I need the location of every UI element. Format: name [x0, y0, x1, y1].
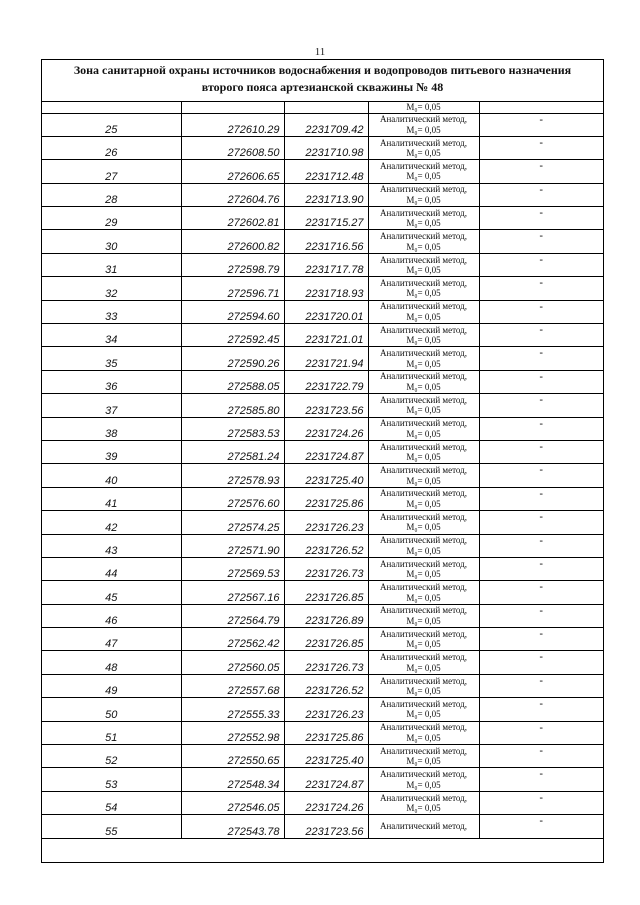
table-row	[42, 347, 603, 370]
cell-note: -	[479, 113, 603, 136]
method-accuracy: M₀= 0,05	[406, 428, 441, 439]
cell-note: -	[479, 651, 603, 674]
table-row	[42, 464, 603, 487]
method-accuracy: M₀= 0,05	[406, 241, 441, 252]
method-name: Аналитический метод,	[379, 792, 468, 803]
coordinates-table	[42, 102, 603, 839]
table-row	[42, 160, 603, 183]
method-accuracy: M₀= 0,05	[406, 265, 441, 276]
cell-x: 272543.78	[181, 815, 284, 838]
cell-method	[368, 791, 479, 814]
table-row	[42, 745, 603, 768]
table-row	[42, 102, 603, 113]
cell-number: 49	[42, 674, 181, 697]
method-accuracy: M₀= 0,05	[406, 732, 441, 743]
table-row	[42, 277, 603, 300]
cell-number: 35	[42, 347, 181, 370]
cell-y: 2231718.93	[284, 277, 368, 300]
cell-y: 2231726.23	[284, 698, 368, 721]
cell-y: 2231723.56	[284, 394, 368, 417]
cell-y: 2231726.52	[284, 534, 368, 557]
cell-method	[368, 136, 479, 159]
cell-y: 2231721.94	[284, 347, 368, 370]
method-name: Аналитический метод,	[379, 745, 468, 756]
cell-note: -	[479, 721, 603, 744]
cell-number: 54	[42, 791, 181, 814]
cell-x: 272555.33	[181, 698, 284, 721]
title-line-1: Зона санитарной охраны источников водоснабжения и водопроводов питьевого назначения	[73, 63, 572, 77]
cell-x: 272548.34	[181, 768, 284, 791]
cell-note: -	[479, 557, 603, 580]
cell-y: 2231720.01	[284, 300, 368, 323]
cell-note: -	[479, 791, 603, 814]
cell-y: 2231710.98	[284, 136, 368, 159]
table-row	[42, 300, 603, 323]
method-accuracy: M₀= 0,05	[406, 639, 441, 650]
method-accuracy: M₀= 0,05	[406, 288, 441, 299]
cell-method	[368, 230, 479, 253]
table-row	[42, 721, 603, 744]
method-accuracy: M₀= 0,05	[406, 779, 441, 790]
cell-method	[368, 300, 479, 323]
cell-number: 28	[42, 183, 181, 206]
cell-method	[368, 581, 479, 604]
cell-y: 2231725.40	[284, 745, 368, 768]
method-accuracy: M₀= 0,05	[406, 335, 441, 346]
table-row	[42, 136, 603, 159]
cell-x: 272608.50	[181, 136, 284, 159]
cell-y: 2231726.85	[284, 628, 368, 651]
table-row	[42, 487, 603, 510]
cell-x: 272562.42	[181, 628, 284, 651]
method-accuracy: M₀= 0,05	[406, 124, 441, 135]
cell-method	[368, 253, 479, 276]
cell-method	[368, 183, 479, 206]
method-accuracy: M₀= 0,05	[406, 662, 441, 673]
cell-note: -	[479, 230, 603, 253]
cell-x: 272574.25	[181, 511, 284, 534]
cell-number: 55	[42, 815, 181, 838]
method-name: Аналитический метод,	[379, 277, 468, 288]
method-accuracy: M₀= 0,05	[406, 171, 441, 182]
cell-x	[181, 102, 284, 113]
table-row	[42, 183, 603, 206]
cell-x: 272588.05	[181, 370, 284, 393]
cell-note: -	[479, 277, 603, 300]
table-row	[42, 815, 603, 838]
cell-method	[368, 347, 479, 370]
cell-note: -	[479, 160, 603, 183]
cell-method	[368, 698, 479, 721]
method-name: Аналитический метод,	[379, 371, 468, 382]
table-row	[42, 534, 603, 557]
cell-y: 2231726.73	[284, 557, 368, 580]
cell-x: 272602.81	[181, 207, 284, 230]
table-row	[42, 557, 603, 580]
cell-x: 272569.53	[181, 557, 284, 580]
method-accuracy: M₀= 0,05	[406, 522, 441, 533]
cell-note: -	[479, 511, 603, 534]
table-row	[42, 628, 603, 651]
cell-number: 39	[42, 440, 181, 463]
cell-note: -	[479, 534, 603, 557]
method-name: Аналитический метод,	[379, 698, 468, 709]
method-accuracy: M₀= 0,05	[406, 218, 441, 229]
method-name: Аналитический метод,	[379, 628, 468, 639]
table-row	[42, 651, 603, 674]
cell-number: 34	[42, 324, 181, 347]
table-row	[42, 581, 603, 604]
cell-x: 272600.82	[181, 230, 284, 253]
method-name: Аналитический метод,	[379, 675, 468, 686]
method-name: Аналитический метод,	[379, 769, 468, 780]
table-row	[42, 511, 603, 534]
cell-note: -	[479, 253, 603, 276]
title-line-2: второго пояса артезианской скважины № 48	[201, 80, 444, 94]
cell-method	[368, 511, 479, 534]
method-name: Аналитический метод,	[379, 535, 468, 546]
cell-y: 2231726.73	[284, 651, 368, 674]
cell-note: -	[479, 370, 603, 393]
method-accuracy: M₀= 0,05	[406, 756, 441, 767]
cell-method	[368, 534, 479, 557]
cell-note	[479, 102, 603, 113]
method-name: Аналитический метод,	[379, 821, 468, 832]
cell-note: -	[479, 464, 603, 487]
method-name: Аналитический метод,	[379, 207, 468, 218]
cell-number: 43	[42, 534, 181, 557]
cell-y: 2231723.56	[284, 815, 368, 838]
method-accuracy: M₀= 0,05	[406, 452, 441, 463]
cell-number: 51	[42, 721, 181, 744]
method-accuracy: M₀= 0,05	[406, 475, 441, 486]
document-frame	[41, 59, 604, 863]
cell-x: 272576.60	[181, 487, 284, 510]
cell-number: 52	[42, 745, 181, 768]
cell-x: 272567.16	[181, 581, 284, 604]
cell-y: 2231726.52	[284, 674, 368, 697]
document-title	[42, 60, 603, 102]
cell-note: -	[479, 324, 603, 347]
method-name: Аналитический метод,	[379, 301, 468, 312]
cell-x: 272598.79	[181, 253, 284, 276]
cell-number: 31	[42, 253, 181, 276]
cell-method: M₀= 0,05	[368, 102, 479, 113]
cell-note: -	[479, 487, 603, 510]
cell-method	[368, 604, 479, 627]
method-accuracy: M₀= 0,05	[406, 686, 441, 697]
coordinates-table-body	[42, 102, 603, 838]
cell-note: -	[479, 768, 603, 791]
cell-method	[368, 464, 479, 487]
cell-method	[368, 487, 479, 510]
cell-note: -	[479, 628, 603, 651]
cell-x: 272590.26	[181, 347, 284, 370]
cell-x: 272585.80	[181, 394, 284, 417]
method-accuracy: M₀= 0,05	[406, 592, 441, 603]
table-row	[42, 674, 603, 697]
cell-x: 272578.93	[181, 464, 284, 487]
cell-y: 2231724.26	[284, 417, 368, 440]
cell-method	[368, 370, 479, 393]
method-name: Аналитический метод,	[379, 511, 468, 522]
cell-method	[368, 745, 479, 768]
method-accuracy: M₀= 0,05	[406, 569, 441, 580]
table-row	[42, 791, 603, 814]
cell-y: 2231713.90	[284, 183, 368, 206]
cell-y: 2231721.01	[284, 324, 368, 347]
cell-method	[368, 394, 479, 417]
cell-y: 2231725.40	[284, 464, 368, 487]
cell-x: 272560.05	[181, 651, 284, 674]
table-row	[42, 324, 603, 347]
cell-x: 272606.65	[181, 160, 284, 183]
method-accuracy: M₀= 0,05	[406, 405, 441, 416]
cell-number: 27	[42, 160, 181, 183]
table-row	[42, 440, 603, 463]
method-accuracy: M₀= 0,05	[406, 803, 441, 814]
table-row	[42, 253, 603, 276]
cell-y: 2231722.79	[284, 370, 368, 393]
method-accuracy: M₀= 0,05	[406, 148, 441, 159]
method-name: Аналитический метод,	[379, 394, 468, 405]
cell-y: 2231726.89	[284, 604, 368, 627]
cell-y: 2231725.86	[284, 487, 368, 510]
method-name: Аналитический метод,	[379, 441, 468, 452]
cell-number: 50	[42, 698, 181, 721]
table-row	[42, 698, 603, 721]
method-accuracy: M₀= 0,05	[406, 311, 441, 322]
cell-x: 272604.76	[181, 183, 284, 206]
table-row	[42, 370, 603, 393]
cell-number: 37	[42, 394, 181, 417]
cell-note: -	[479, 136, 603, 159]
cell-method	[368, 207, 479, 230]
cell-number: 26	[42, 136, 181, 159]
method-accuracy: M₀= 0,05	[406, 194, 441, 205]
cell-x: 272596.71	[181, 277, 284, 300]
cell-x: 272581.24	[181, 440, 284, 463]
cell-number: 36	[42, 370, 181, 393]
cell-x: 272546.05	[181, 791, 284, 814]
cell-x: 272583.53	[181, 417, 284, 440]
cell-note: -	[479, 745, 603, 768]
method-name: Аналитический метод,	[379, 605, 468, 616]
cell-note: -	[479, 300, 603, 323]
cell-note: -	[479, 347, 603, 370]
cell-number: 47	[42, 628, 181, 651]
cell-method	[368, 440, 479, 463]
cell-x: 272550.65	[181, 745, 284, 768]
method-accuracy: M₀= 0,05	[406, 615, 441, 626]
method-name: Аналитический метод,	[379, 558, 468, 569]
cell-method	[368, 113, 479, 136]
method-name: Аналитический метод,	[379, 348, 468, 359]
cell-number: 42	[42, 511, 181, 534]
method-name: Аналитический метод,	[379, 184, 468, 195]
cell-y: 2231724.87	[284, 440, 368, 463]
cell-number: 29	[42, 207, 181, 230]
table-row	[42, 417, 603, 440]
cell-y: 2231725.86	[284, 721, 368, 744]
table-row	[42, 604, 603, 627]
table-row	[42, 394, 603, 417]
table-row	[42, 230, 603, 253]
cell-number: 38	[42, 417, 181, 440]
table-row	[42, 768, 603, 791]
cell-number: 33	[42, 300, 181, 323]
cell-number: 53	[42, 768, 181, 791]
cell-x: 272571.90	[181, 534, 284, 557]
cell-note: -	[479, 581, 603, 604]
cell-note: -	[479, 815, 603, 838]
cell-number: 30	[42, 230, 181, 253]
cell-note: -	[479, 604, 603, 627]
cell-y: 2231709.42	[284, 113, 368, 136]
cell-number: 45	[42, 581, 181, 604]
cell-y: 2231724.26	[284, 791, 368, 814]
method-name: Аналитический метод,	[379, 418, 468, 429]
cell-x: 272564.79	[181, 604, 284, 627]
cell-x: 272557.68	[181, 674, 284, 697]
cell-number: 41	[42, 487, 181, 510]
cell-note: -	[479, 674, 603, 697]
table-row	[42, 207, 603, 230]
cell-note: -	[479, 698, 603, 721]
method-name: Аналитический метод,	[379, 254, 468, 265]
cell-method	[368, 815, 479, 838]
cell-method	[368, 557, 479, 580]
cell-y: 2231712.48	[284, 160, 368, 183]
cell-x: 272592.45	[181, 324, 284, 347]
method-name: Аналитический метод,	[379, 137, 468, 148]
cell-number: 25	[42, 113, 181, 136]
cell-note: -	[479, 394, 603, 417]
method-name: Аналитический метод,	[379, 582, 468, 592]
cell-method	[368, 628, 479, 651]
method-accuracy: M₀= 0,05	[406, 709, 441, 720]
method-name: Аналитический метод,	[379, 324, 468, 335]
cell-method	[368, 768, 479, 791]
cell-method	[368, 160, 479, 183]
method-accuracy: M₀= 0,05	[406, 358, 441, 369]
cell-number: 46	[42, 604, 181, 627]
cell-note: -	[479, 417, 603, 440]
method-accuracy: M₀= 0,05	[406, 381, 441, 392]
cell-method	[368, 674, 479, 697]
cell-method	[368, 721, 479, 744]
cell-number	[42, 102, 181, 113]
method-name: Аналитический метод,	[379, 652, 468, 663]
cell-number: 32	[42, 277, 181, 300]
cell-x: 272594.60	[181, 300, 284, 323]
cell-x: 272610.29	[181, 113, 284, 136]
cell-y: 2231726.85	[284, 581, 368, 604]
page-number: 11	[314, 46, 326, 58]
cell-y: 2231724.87	[284, 768, 368, 791]
method-name: Аналитический метод,	[379, 114, 468, 125]
cell-method	[368, 324, 479, 347]
method-name: Аналитический метод,	[379, 722, 468, 733]
cell-y: 2231715.27	[284, 207, 368, 230]
method-accuracy: M₀= 0,05	[406, 498, 441, 509]
cell-number: 40	[42, 464, 181, 487]
cell-note: -	[479, 207, 603, 230]
cell-method	[368, 417, 479, 440]
cell-number: 48	[42, 651, 181, 674]
method-name: Аналитический метод,	[379, 488, 468, 499]
cell-note: -	[479, 183, 603, 206]
cell-method	[368, 651, 479, 674]
cell-y	[284, 102, 368, 113]
cell-note: -	[479, 440, 603, 463]
cell-y: 2231726.23	[284, 511, 368, 534]
method-name: Аналитический метод,	[379, 465, 468, 476]
cell-method	[368, 277, 479, 300]
cell-number: 44	[42, 557, 181, 580]
cell-y: 2231716.56	[284, 230, 368, 253]
cell-x: 272552.98	[181, 721, 284, 744]
method-accuracy: M₀= 0,05	[406, 545, 441, 556]
method-name: Аналитический метод,	[379, 160, 468, 171]
cell-y: 2231717.78	[284, 253, 368, 276]
table-row	[42, 113, 603, 136]
method-name: Аналитический метод,	[379, 231, 468, 242]
